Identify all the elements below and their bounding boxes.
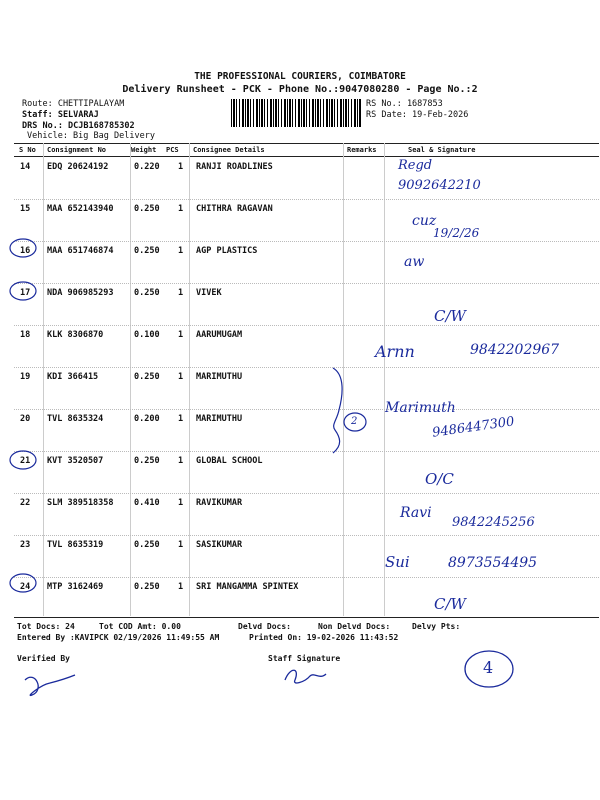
handwritten-phone: 9092642210 [398, 178, 481, 193]
col-sno: S No [19, 146, 36, 154]
delivered-docs: Delvd Docs: [238, 622, 291, 631]
row-circle [8, 449, 38, 471]
total-docs: Tot Docs: 24 [17, 622, 75, 631]
row-weight: 0.220 [134, 162, 160, 172]
table-row [0, 200, 600, 242]
row-pcs: 1 [178, 498, 184, 508]
non-delivered-docs: Non Delvd Docs: [318, 622, 391, 631]
runsheet-subtitle: Delivery Runsheet - PCK - Phone No.:9047080280 - Page No.:2 [122, 84, 478, 95]
rs-no: RS No.: 1687853 [366, 99, 443, 109]
row-consignment: MAA 652143940 [47, 204, 114, 214]
row-weight: 0.250 [134, 246, 160, 256]
row-divider [14, 325, 599, 326]
staff-signature-label: Staff Signature [268, 654, 341, 663]
printed-on: Printed On: 19-02-2026 11:43:52 [249, 633, 399, 642]
row-pcs: 1 [178, 330, 184, 340]
row-weight: 0.100 [134, 330, 160, 340]
row-consignee: RANJI ROADLINES [196, 162, 273, 172]
col-pcs: PCS [166, 146, 179, 154]
row-pcs: 1 [178, 204, 184, 214]
row-divider [14, 577, 599, 578]
table-header-rule [14, 156, 599, 157]
route-label: Route: CHETTIPALAYAM [22, 99, 125, 109]
row-consignment: KLK 8306870 [47, 330, 104, 340]
row-divider [14, 283, 599, 284]
row-consignment: KVT 3520507 [47, 456, 104, 466]
row-divider [14, 409, 599, 410]
delivery-points: Delvy Pts: [412, 622, 461, 631]
row-consignee: MARIMUTHU [196, 372, 243, 382]
row-sno: 19 [20, 372, 31, 382]
handwritten-ok: O/C [425, 470, 454, 488]
row-consignment: TVL 8635324 [47, 414, 104, 424]
table-row [0, 578, 600, 620]
row-divider [14, 535, 599, 536]
handwritten-phone: 8973554495 [448, 555, 538, 571]
row-circle [8, 280, 38, 302]
row-consignment: MTP 3162469 [47, 582, 104, 592]
table-row [0, 158, 600, 200]
signature-scribble: Marimuth [385, 400, 456, 416]
row-consignment: KDI 366415 [47, 372, 99, 382]
col-remarks: Remarks [347, 146, 377, 154]
row-divider [14, 493, 599, 494]
row-weight: 0.200 [134, 414, 160, 424]
row-pcs: 1 [178, 162, 184, 172]
row-pcs: 1 [178, 246, 184, 256]
row-sno: 15 [20, 204, 31, 214]
row-pcs: 1 [178, 456, 184, 466]
col-consignee: Consignee Details [193, 146, 265, 154]
table-row [0, 242, 600, 284]
row-consignee: SASIKUMAR [196, 540, 243, 550]
row-pcs: 1 [178, 372, 184, 382]
handwritten-date: 19/2/26 [433, 226, 480, 240]
row-sno: 22 [20, 498, 31, 508]
signature-scribble: Arnn [375, 342, 415, 361]
row-sno: 20 [20, 414, 31, 424]
signature-scribble: aw [404, 254, 425, 270]
row-consignment: TVL 8635319 [47, 540, 104, 550]
staff-signature [280, 662, 330, 690]
row-divider [14, 451, 599, 452]
row-consignee: CHITHRA RAGAVAN [196, 204, 273, 214]
vehicle-label: Vehicle: Big Bag Delivery [27, 131, 155, 141]
row-consignment: EDQ 20624192 [47, 162, 109, 172]
row-weight: 0.250 [134, 582, 160, 592]
row-circle [8, 237, 38, 259]
row-pcs: 1 [178, 540, 184, 550]
verifier-signature [20, 665, 80, 700]
row-weight: 0.250 [134, 540, 160, 550]
row-consignee: RAVIKUMAR [196, 498, 243, 508]
row-consignee: AGP PLASTICS [196, 246, 258, 256]
remark-circle-number: 2 [351, 416, 358, 427]
handwritten-cw: C/W [434, 307, 466, 325]
signature-scribble: Ravi [400, 505, 432, 521]
signature-scribble: Sui [385, 553, 410, 571]
row-sno: 21 [20, 456, 31, 466]
row-consignment: SLM 389518358 [47, 498, 114, 508]
col-weight: Weight [131, 146, 157, 154]
drs-label: DRS No.: DCJB168785302 [22, 121, 135, 131]
row-sno: 14 [20, 162, 31, 172]
row-divider [14, 367, 599, 368]
signature-scribble: cuz [412, 213, 437, 229]
row-weight: 0.250 [134, 372, 160, 382]
rs-date: RS Date: 19-Feb-2026 [366, 110, 469, 120]
signature-scribble: Regd [398, 158, 433, 173]
table-row [0, 368, 600, 410]
row-consignee: MARIMUTHU [196, 414, 243, 424]
table-bottom-rule [14, 617, 599, 618]
entered-by: Entered By :KAVIPCK 02/19/2026 11:49:55 AM [17, 633, 220, 642]
row-pcs: 1 [178, 414, 184, 424]
row-consignee: SRI MANGAMMA SPINTEX [196, 582, 299, 592]
row-consignment: MAA 651746874 [47, 246, 114, 256]
company-title: THE PROFESSIONAL COURIERS, COIMBATORE [194, 71, 406, 82]
handwritten-cw: C/W [434, 595, 466, 613]
barcode [231, 99, 361, 127]
row-divider [14, 241, 599, 242]
verified-by-label: Verified By [17, 654, 70, 663]
row-weight: 0.250 [134, 204, 160, 214]
row-pcs: 1 [178, 582, 184, 592]
handwritten-phone: 9842202967 [470, 342, 560, 358]
row-consignment: NDA 906985293 [47, 288, 114, 298]
total-cod: Tot COD Amt: 0.00 [99, 622, 181, 631]
handwritten-phone: 9842245256 [452, 515, 535, 530]
row-sno: 16 [20, 246, 31, 256]
row-sno: 17 [20, 288, 31, 298]
row-weight: 0.410 [134, 498, 160, 508]
row-consignee: GLOBAL SCHOOL [196, 456, 263, 466]
table-top-rule [14, 143, 599, 144]
col-consignment: Consignment No [47, 146, 107, 154]
page-number-handwritten: 4 [483, 658, 494, 677]
handwritten-phone: 9486447300 [431, 414, 516, 441]
row-divider [14, 199, 599, 200]
table-row [0, 284, 600, 326]
row-sno: 18 [20, 330, 31, 340]
staff-label: Staff: SELVARAJ [22, 110, 99, 120]
row-consignee: AARUMUGAM [196, 330, 243, 340]
table-row [0, 452, 600, 494]
col-seal-signature: Seal & Signature [408, 146, 476, 154]
row-sno: 23 [20, 540, 31, 550]
row-pcs: 1 [178, 288, 184, 298]
row-weight: 0.250 [134, 456, 160, 466]
row-circle [8, 572, 38, 594]
remark-bracket [325, 365, 370, 455]
row-sno: 24 [20, 582, 31, 592]
row-weight: 0.250 [134, 288, 160, 298]
row-consignee: VIVEK [196, 288, 222, 298]
